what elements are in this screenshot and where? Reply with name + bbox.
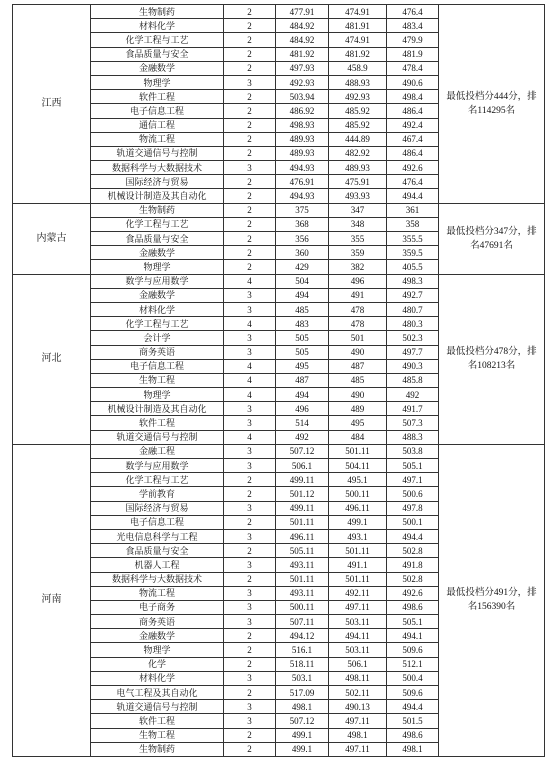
min-score-cell: 504.11: [329, 459, 387, 473]
avg-score-cell: 481.9: [387, 47, 439, 61]
avg-score-cell: 361: [387, 203, 439, 217]
major-cell: 化学工程与工艺: [91, 317, 224, 331]
avg-score-cell: 358: [387, 217, 439, 231]
avg-score-cell: 501.5: [387, 714, 439, 728]
min-score-cell: 501.11: [329, 444, 387, 458]
years-cell: 2: [224, 246, 276, 260]
years-cell: 3: [224, 302, 276, 316]
years-cell: 2: [224, 90, 276, 104]
avg-score-cell: 476.4: [387, 5, 439, 19]
min-score-cell: 458.9: [329, 61, 387, 75]
major-cell: 软件工程: [91, 714, 224, 728]
major-cell: 食品质量与安全: [91, 544, 224, 558]
avg-score-cell: 488.3: [387, 430, 439, 444]
min-score-cell: 501.11: [329, 544, 387, 558]
major-cell: 电子信息工程: [91, 104, 224, 118]
avg-score-cell: 509.6: [387, 686, 439, 700]
min-score-cell: 503.11: [329, 615, 387, 629]
max-score-cell: 518.11: [276, 657, 329, 671]
avg-score-cell: 498.3: [387, 274, 439, 288]
max-score-cell: 494.12: [276, 629, 329, 643]
avg-score-cell: 492: [387, 388, 439, 402]
avg-score-cell: 480.7: [387, 302, 439, 316]
avg-score-cell: 502.3: [387, 331, 439, 345]
years-cell: 4: [224, 388, 276, 402]
max-score-cell: 494: [276, 288, 329, 302]
max-score-cell: 375: [276, 203, 329, 217]
years-cell: 2: [224, 728, 276, 742]
years-cell: 3: [224, 331, 276, 345]
max-score-cell: 498.1: [276, 700, 329, 714]
major-cell: 金融数学: [91, 246, 224, 260]
min-score-cell: 355: [329, 232, 387, 246]
min-score-cell: 499.1: [329, 515, 387, 529]
min-score-cell: 496.11: [329, 501, 387, 515]
avg-score-cell: 485.8: [387, 373, 439, 387]
major-cell: 物理学: [91, 75, 224, 89]
avg-score-cell: 492.4: [387, 118, 439, 132]
major-cell: 数据科学与大数据技术: [91, 161, 224, 175]
major-cell: 商务英语: [91, 345, 224, 359]
min-score-cell: 501.11: [329, 572, 387, 586]
max-score-cell: 503.1: [276, 671, 329, 685]
min-score-cell: 489: [329, 402, 387, 416]
years-cell: 3: [224, 345, 276, 359]
major-cell: 生物制药: [91, 742, 224, 756]
years-cell: 2: [224, 118, 276, 132]
years-cell: 3: [224, 615, 276, 629]
avg-score-cell: 502.8: [387, 544, 439, 558]
min-score-cell: 493.93: [329, 189, 387, 203]
max-score-cell: 516.1: [276, 643, 329, 657]
years-cell: 2: [224, 232, 276, 246]
max-score-cell: 505: [276, 331, 329, 345]
avg-score-cell: 479.9: [387, 33, 439, 47]
avg-score-cell: 490.6: [387, 75, 439, 89]
max-score-cell: 507.11: [276, 615, 329, 629]
min-score-cell: 382: [329, 260, 387, 274]
years-cell: 3: [224, 558, 276, 572]
max-score-cell: 517.09: [276, 686, 329, 700]
avg-score-cell: 494.4: [387, 700, 439, 714]
years-cell: 3: [224, 501, 276, 515]
years-cell: 2: [224, 61, 276, 75]
max-score-cell: 489.93: [276, 132, 329, 146]
major-cell: 物流工程: [91, 586, 224, 600]
max-score-cell: 496.11: [276, 529, 329, 543]
min-score-cell: 498.1: [329, 728, 387, 742]
max-score-cell: 476.91: [276, 175, 329, 189]
avg-score-cell: 494.4: [387, 189, 439, 203]
major-cell: 电子商务: [91, 600, 224, 614]
years-cell: 3: [224, 600, 276, 614]
avg-score-cell: 497.1: [387, 473, 439, 487]
major-cell: 会计学: [91, 331, 224, 345]
min-score-cell: 502.11: [329, 686, 387, 700]
major-cell: 机器人工程: [91, 558, 224, 572]
avg-score-cell: 498.1: [387, 742, 439, 756]
major-cell: 物理学: [91, 643, 224, 657]
province-cell: 江西: [13, 5, 91, 204]
major-cell: 软件工程: [91, 416, 224, 430]
table-row: [13, 203, 545, 217]
major-cell: 金融数学: [91, 629, 224, 643]
major-cell: 光电信息科学与工程: [91, 529, 224, 543]
years-cell: 2: [224, 742, 276, 756]
avg-score-cell: 497.7: [387, 345, 439, 359]
max-score-cell: 499.11: [276, 501, 329, 515]
major-cell: 化学工程与工艺: [91, 473, 224, 487]
years-cell: 3: [224, 161, 276, 175]
major-cell: 材料化学: [91, 671, 224, 685]
max-score-cell: 360: [276, 246, 329, 260]
min-score-cell: 497.11: [329, 600, 387, 614]
cutoff-note-cell: 最低投档分347分，排名47691名: [439, 203, 545, 274]
avg-score-cell: 502.8: [387, 572, 439, 586]
major-cell: 电子信息工程: [91, 359, 224, 373]
avg-score-cell: 505.1: [387, 459, 439, 473]
avg-score-cell: 355.5: [387, 232, 439, 246]
avg-score-cell: 359.5: [387, 246, 439, 260]
max-score-cell: 505.11: [276, 544, 329, 558]
avg-score-cell: 498.4: [387, 90, 439, 104]
max-score-cell: 507.12: [276, 714, 329, 728]
max-score-cell: 492: [276, 430, 329, 444]
avg-score-cell: 500.4: [387, 671, 439, 685]
avg-score-cell: 494.4: [387, 529, 439, 543]
major-cell: 生物制药: [91, 203, 224, 217]
avg-score-cell: 498.6: [387, 728, 439, 742]
min-score-cell: 485.92: [329, 118, 387, 132]
major-cell: 化学工程与工艺: [91, 33, 224, 47]
major-cell: 化学工程与工艺: [91, 217, 224, 231]
years-cell: 2: [224, 175, 276, 189]
major-cell: 生物制药: [91, 5, 224, 19]
min-score-cell: 478: [329, 317, 387, 331]
years-cell: 4: [224, 359, 276, 373]
major-cell: 材料化学: [91, 302, 224, 316]
min-score-cell: 501: [329, 331, 387, 345]
min-score-cell: 506.1: [329, 657, 387, 671]
cutoff-note-cell: 最低投档分478分，排名108213名: [439, 274, 545, 444]
max-score-cell: 499.1: [276, 728, 329, 742]
max-score-cell: 484.92: [276, 33, 329, 47]
years-cell: 3: [224, 714, 276, 728]
major-cell: 生物工程: [91, 728, 224, 742]
max-score-cell: 505: [276, 345, 329, 359]
max-score-cell: 494.93: [276, 161, 329, 175]
min-score-cell: 490: [329, 388, 387, 402]
years-cell: 2: [224, 487, 276, 501]
max-score-cell: 497.93: [276, 61, 329, 75]
years-cell: 2: [224, 132, 276, 146]
table-body: [13, 5, 545, 757]
min-score-cell: 444.89: [329, 132, 387, 146]
min-score-cell: 485: [329, 373, 387, 387]
min-score-cell: 490.13: [329, 700, 387, 714]
major-cell: 国际经济与贸易: [91, 501, 224, 515]
min-score-cell: 359: [329, 246, 387, 260]
avg-score-cell: 491.7: [387, 402, 439, 416]
major-cell: 电子信息工程: [91, 515, 224, 529]
avg-score-cell: 512.1: [387, 657, 439, 671]
avg-score-cell: 500.1: [387, 515, 439, 529]
avg-score-cell: 509.6: [387, 643, 439, 657]
years-cell: 2: [224, 104, 276, 118]
min-score-cell: 503.11: [329, 643, 387, 657]
avg-score-cell: 494.1: [387, 629, 439, 643]
major-cell: 金融数学: [91, 288, 224, 302]
years-cell: 2: [224, 33, 276, 47]
years-cell: 2: [224, 189, 276, 203]
major-cell: 机械设计制造及其自动化: [91, 402, 224, 416]
years-cell: 2: [224, 47, 276, 61]
major-cell: 金融工程: [91, 444, 224, 458]
min-score-cell: 484: [329, 430, 387, 444]
max-score-cell: 486.92: [276, 104, 329, 118]
min-score-cell: 481.91: [329, 19, 387, 33]
max-score-cell: 514: [276, 416, 329, 430]
min-score-cell: 474.91: [329, 5, 387, 19]
avg-score-cell: 507.3: [387, 416, 439, 430]
max-score-cell: 483: [276, 317, 329, 331]
major-cell: 机械设计制造及其自动化: [91, 189, 224, 203]
years-cell: 2: [224, 686, 276, 700]
years-cell: 3: [224, 75, 276, 89]
major-cell: 物理学: [91, 260, 224, 274]
min-score-cell: 491.1: [329, 558, 387, 572]
avg-score-cell: 492.6: [387, 161, 439, 175]
max-score-cell: 507.12: [276, 444, 329, 458]
max-score-cell: 368: [276, 217, 329, 231]
min-score-cell: 500.11: [329, 487, 387, 501]
avg-score-cell: 492.7: [387, 288, 439, 302]
years-cell: 2: [224, 203, 276, 217]
max-score-cell: 493.11: [276, 586, 329, 600]
min-score-cell: 498.11: [329, 671, 387, 685]
years-cell: 2: [224, 572, 276, 586]
years-cell: 2: [224, 515, 276, 529]
avg-score-cell: 500.6: [387, 487, 439, 501]
major-cell: 数学与应用数学: [91, 274, 224, 288]
max-score-cell: 501.11: [276, 572, 329, 586]
min-score-cell: 489.93: [329, 161, 387, 175]
years-cell: 4: [224, 274, 276, 288]
max-score-cell: 429: [276, 260, 329, 274]
years-cell: 2: [224, 5, 276, 19]
major-cell: 电气工程及其自动化: [91, 686, 224, 700]
major-cell: 物流工程: [91, 132, 224, 146]
years-cell: 2: [224, 629, 276, 643]
years-cell: 3: [224, 402, 276, 416]
min-score-cell: 348: [329, 217, 387, 231]
max-score-cell: 495: [276, 359, 329, 373]
years-cell: 3: [224, 444, 276, 458]
years-cell: 4: [224, 430, 276, 444]
avg-score-cell: 491.8: [387, 558, 439, 572]
years-cell: 2: [224, 544, 276, 558]
table-row: [13, 444, 545, 458]
admission-scores-table: [12, 4, 545, 757]
max-score-cell: 481.92: [276, 47, 329, 61]
avg-score-cell: 486.4: [387, 146, 439, 160]
major-cell: 通信工程: [91, 118, 224, 132]
major-cell: 材料化学: [91, 19, 224, 33]
min-score-cell: 497.11: [329, 714, 387, 728]
province-cell: 内蒙古: [13, 203, 91, 274]
min-score-cell: 495: [329, 416, 387, 430]
max-score-cell: 504: [276, 274, 329, 288]
avg-score-cell: 483.4: [387, 19, 439, 33]
max-score-cell: 500.11: [276, 600, 329, 614]
min-score-cell: 487: [329, 359, 387, 373]
years-cell: 3: [224, 416, 276, 430]
max-score-cell: 499.11: [276, 473, 329, 487]
min-score-cell: 496: [329, 274, 387, 288]
avg-score-cell: 486.4: [387, 104, 439, 118]
max-score-cell: 494: [276, 388, 329, 402]
max-score-cell: 499.1: [276, 742, 329, 756]
min-score-cell: 490: [329, 345, 387, 359]
max-score-cell: 484.92: [276, 19, 329, 33]
table-row: [13, 274, 545, 288]
min-score-cell: 492.11: [329, 586, 387, 600]
min-score-cell: 482.92: [329, 146, 387, 160]
max-score-cell: 487: [276, 373, 329, 387]
max-score-cell: 501.11: [276, 515, 329, 529]
years-cell: 2: [224, 657, 276, 671]
avg-score-cell: 498.6: [387, 600, 439, 614]
max-score-cell: 489.93: [276, 146, 329, 160]
years-cell: 2: [224, 217, 276, 231]
max-score-cell: 501.12: [276, 487, 329, 501]
max-score-cell: 492.93: [276, 75, 329, 89]
cutoff-note-cell: 最低投档分491分，排名156390名: [439, 444, 545, 756]
major-cell: 物理学: [91, 388, 224, 402]
max-score-cell: 506.1: [276, 459, 329, 473]
major-cell: 轨道交通信号与控制: [91, 430, 224, 444]
years-cell: 4: [224, 373, 276, 387]
major-cell: 食品质量与安全: [91, 47, 224, 61]
avg-score-cell: 490.3: [387, 359, 439, 373]
major-cell: 轨道交通信号与控制: [91, 146, 224, 160]
major-cell: 数学与应用数学: [91, 459, 224, 473]
years-cell: 3: [224, 459, 276, 473]
years-cell: 3: [224, 529, 276, 543]
years-cell: 3: [224, 700, 276, 714]
min-score-cell: 497.11: [329, 742, 387, 756]
avg-score-cell: 476.4: [387, 175, 439, 189]
max-score-cell: 356: [276, 232, 329, 246]
min-score-cell: 493.1: [329, 529, 387, 543]
avg-score-cell: 480.3: [387, 317, 439, 331]
years-cell: 3: [224, 586, 276, 600]
avg-score-cell: 467.4: [387, 132, 439, 146]
years-cell: 2: [224, 146, 276, 160]
major-cell: 商务英语: [91, 615, 224, 629]
avg-score-cell: 497.8: [387, 501, 439, 515]
min-score-cell: 495.1: [329, 473, 387, 487]
major-cell: 食品质量与安全: [91, 232, 224, 246]
table-row: [13, 5, 545, 19]
min-score-cell: 492.93: [329, 90, 387, 104]
major-cell: 软件工程: [91, 90, 224, 104]
cutoff-note-cell: 最低投档分444分，排名114295名: [439, 5, 545, 204]
avg-score-cell: 505.1: [387, 615, 439, 629]
min-score-cell: 474.91: [329, 33, 387, 47]
province-cell: 河南: [13, 444, 91, 756]
major-cell: 化学: [91, 657, 224, 671]
years-cell: 4: [224, 317, 276, 331]
major-cell: 金融数学: [91, 61, 224, 75]
years-cell: 2: [224, 260, 276, 274]
max-score-cell: 496: [276, 402, 329, 416]
major-cell: 数据科学与大数据技术: [91, 572, 224, 586]
major-cell: 国际经济与贸易: [91, 175, 224, 189]
years-cell: 2: [224, 643, 276, 657]
max-score-cell: 498.93: [276, 118, 329, 132]
max-score-cell: 477.91: [276, 5, 329, 19]
major-cell: 轨道交通信号与控制: [91, 700, 224, 714]
min-score-cell: 475.91: [329, 175, 387, 189]
max-score-cell: 485: [276, 302, 329, 316]
max-score-cell: 493.11: [276, 558, 329, 572]
min-score-cell: 494.11: [329, 629, 387, 643]
avg-score-cell: 492.6: [387, 586, 439, 600]
province-cell: 河北: [13, 274, 91, 444]
years-cell: 3: [224, 671, 276, 685]
years-cell: 2: [224, 473, 276, 487]
years-cell: 2: [224, 19, 276, 33]
avg-score-cell: 405.5: [387, 260, 439, 274]
avg-score-cell: 478.4: [387, 61, 439, 75]
min-score-cell: 491: [329, 288, 387, 302]
years-cell: 3: [224, 288, 276, 302]
max-score-cell: 503.94: [276, 90, 329, 104]
min-score-cell: 478: [329, 302, 387, 316]
min-score-cell: 347: [329, 203, 387, 217]
major-cell: 学前教育: [91, 487, 224, 501]
avg-score-cell: 503.8: [387, 444, 439, 458]
major-cell: 生物工程: [91, 373, 224, 387]
max-score-cell: 494.93: [276, 189, 329, 203]
min-score-cell: 488.93: [329, 75, 387, 89]
min-score-cell: 485.92: [329, 104, 387, 118]
min-score-cell: 481.92: [329, 47, 387, 61]
